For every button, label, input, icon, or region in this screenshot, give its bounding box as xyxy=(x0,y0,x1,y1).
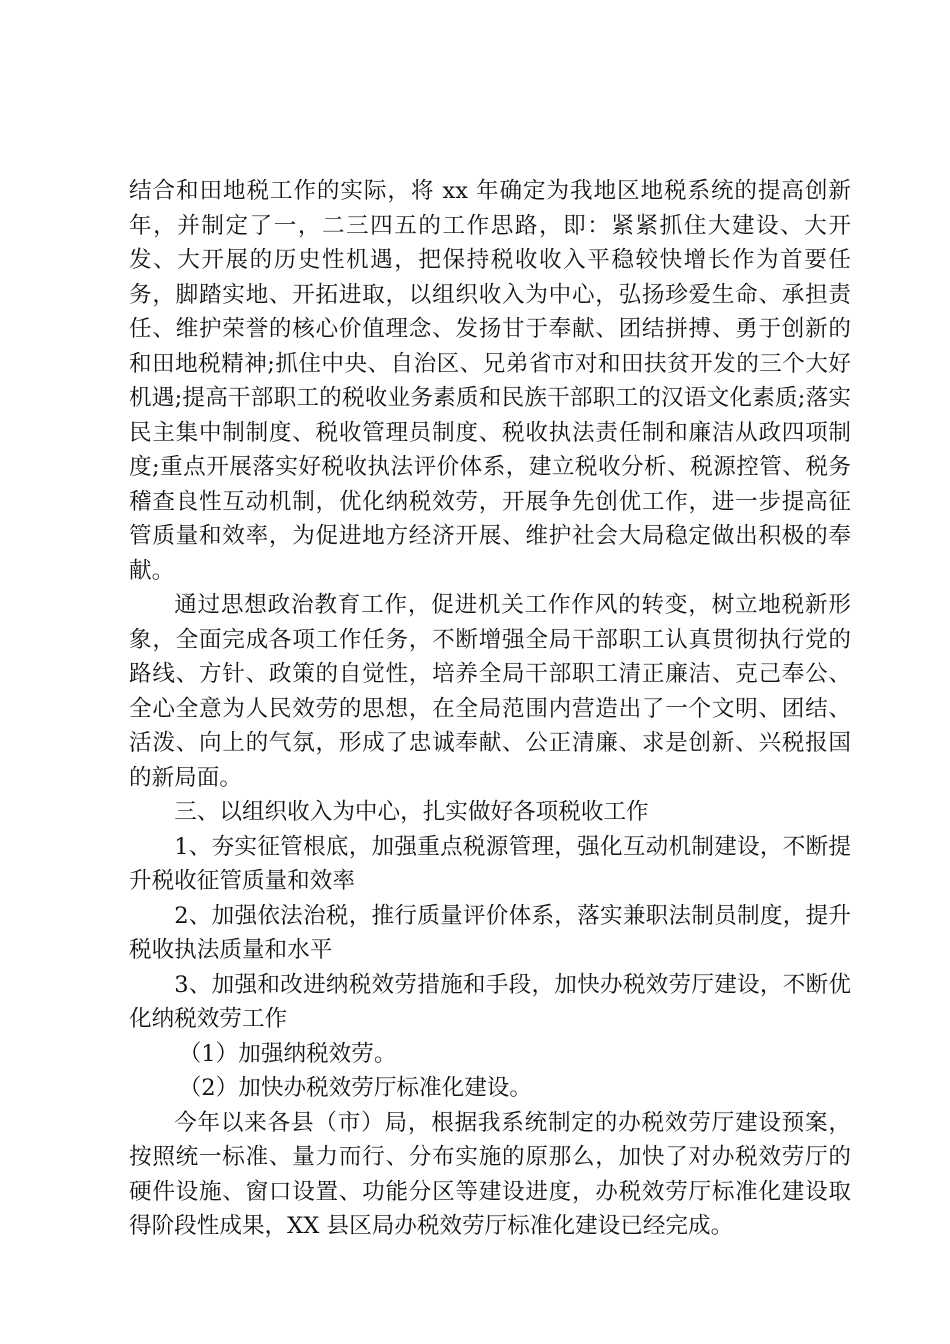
list-item-3: 3、加强和改进纳税效劳措施和手段，加快办税效劳厅建设，不断优化纳税效劳工作 xyxy=(129,971,851,1032)
section-heading-tax-collection: 三、以组织收入为中心，扎实做好各项税收工作 xyxy=(174,799,649,825)
list-item-2: 2、加强依法治税，推行质量评价体系，落实兼职法制员制度，提升税收执法质量和水平 xyxy=(129,902,851,963)
list-item-1: 1、夯实征管根底，加强重点税源管理，强化互动机制建设，不断提升税收征管质量和效率 xyxy=(129,833,851,894)
paragraph-political-education: 通过思想政治教育工作，促进机关工作作风的转变，树立地税新形象，全面完成各项工作任务，不断增强全局干部职工认真贯彻执行党的路线、方针、政策的自觉性，培养全局干部职工清正廉洁、克己奉公、全心全意为人民效劳的思想，在全局范围内营造出了一个文明、团结、活泼、向上的气氛，形成了忠诚奉献、公正清廉、求是创新、兴税报国的新局面。 xyxy=(129,592,851,791)
sub-item-2: （2）加快办税效劳厅标准化建设。 xyxy=(178,1075,532,1101)
document-body xyxy=(129,174,851,1244)
paragraph-work-approach: 结合和田地税工作的实际，将 xx 年确定为我地区地税系统的提高创新年，并制定了一，二三四五的工作思路，即：紧紧抓住大建设、大开发、大开展的历史性机遇，把保持税收收入平稳较快增长作为首要任务，脚踏实地、开拓进取，以组织收入为中心，弘扬珍爱生命、承担责任、维护荣誉的核心价值理念、发扬甘于奉献、团结拼搏、勇于创新的和田地税精神;抓住中央、自治区、兄弟省市对和田扶贫开发的三个大好机遇;提高干部职工的税收业务素质和民族干部职工的汉语文化素质;落实民主集中制制度、税收管理员制度、税收执法责任制和廉洁从政四项制度;重点开展落实好税收执法评价体系，建立税收分析、税源控管、税务稽查良性互动机制，优化纳税效劳，开展争先创优工作，进一步提高征管质量和效率，为促进地方经济开展、维护社会大局稳定做出积极的奉献。 xyxy=(129,178,851,584)
sub-item-1: （1）加强纳税效劳。 xyxy=(178,1040,397,1067)
paragraph-service-hall-progress: 今年以来各县（市）局，根据我系统制定的办税效劳厅建设预案，按照统一标准、量力而行、分布实施的原那么，加快了对办税效劳厅的硬件设施、窗口设置、功能分区等建设进度，办税效劳厅标准化建设取得阶段性成果，XX 县区局办税效劳厅标准化建设已经完成。 xyxy=(129,1109,851,1239)
